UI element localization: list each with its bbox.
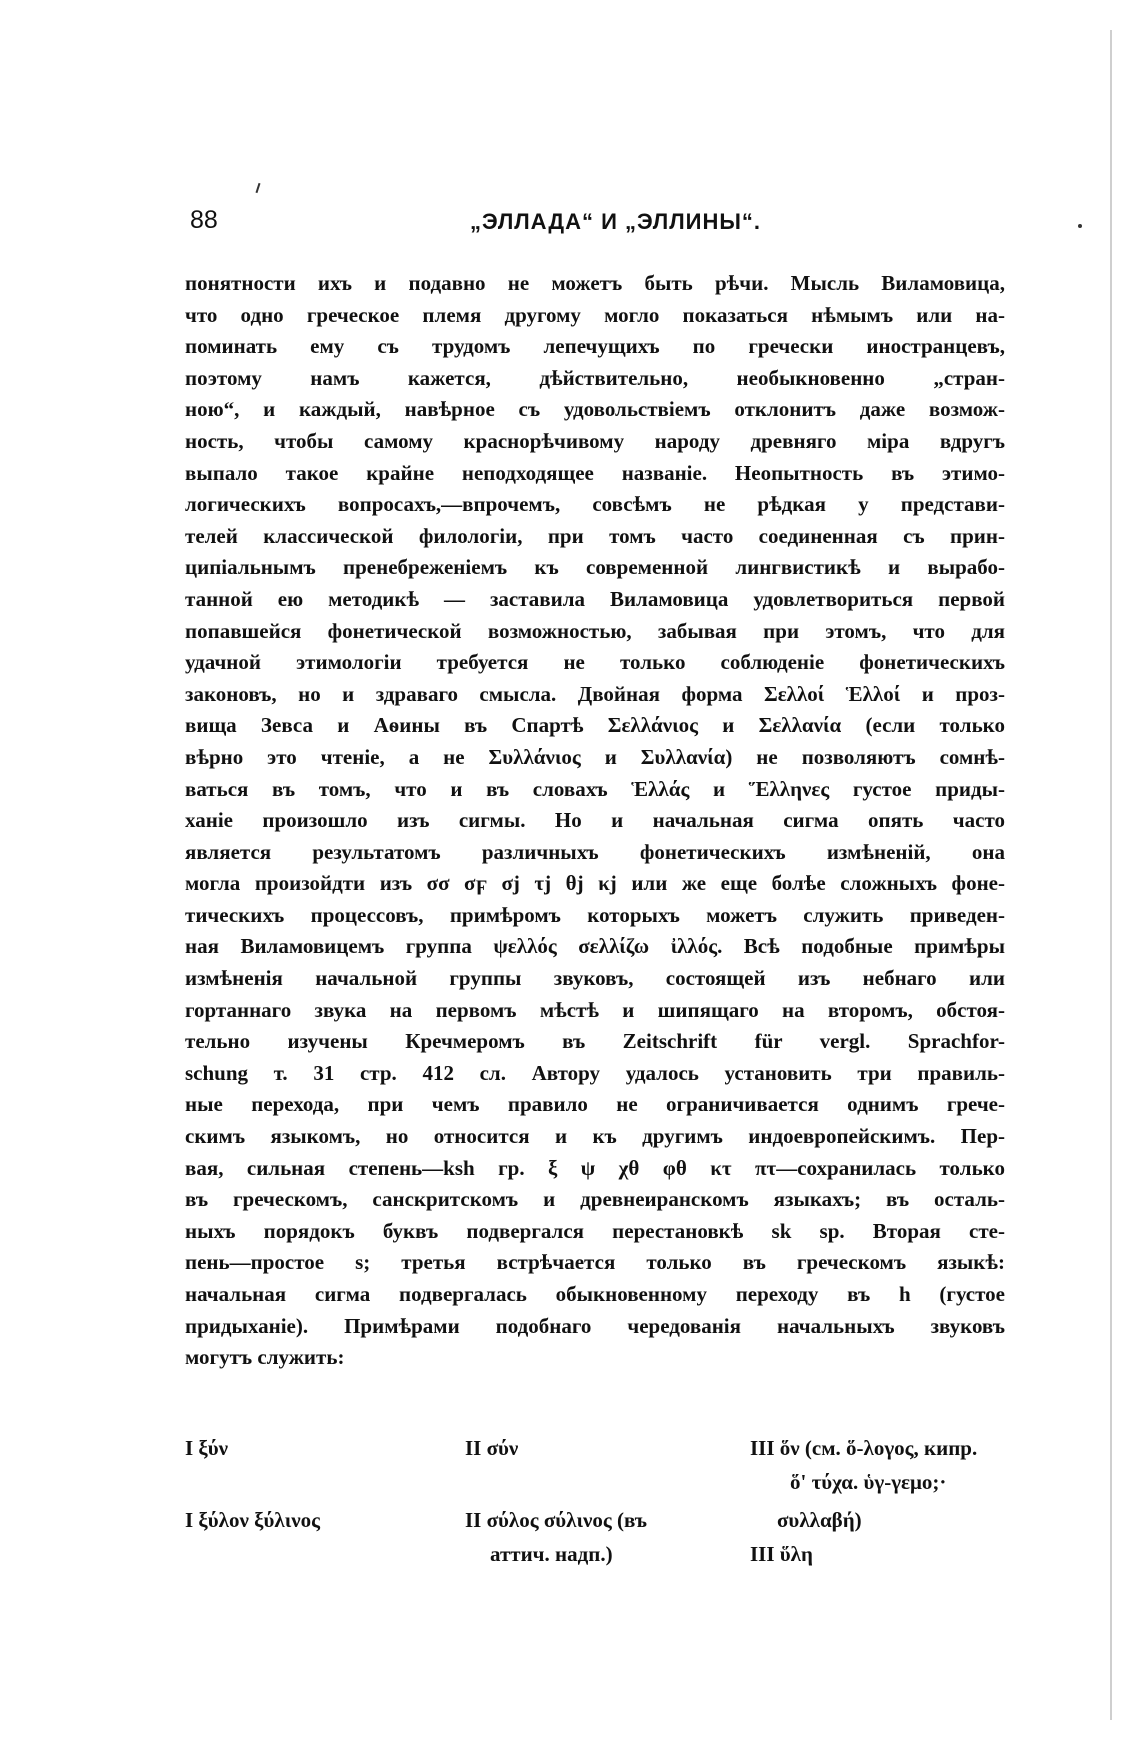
example-cell: ὅ' τύχα. ὑγ-γεμο;· [790, 1470, 947, 1494]
text-line: вища Зевса и Аѳины въ Спартѣ Σελλάνιος и Σελλανία (если только [185, 713, 1005, 738]
text-line: тическихъ процессовъ, примѣромъ которыхъ можетъ служить приведен- [185, 902, 1005, 927]
text-line: логическихъ вопросахъ,—впрочемъ, совсѣмъ не рѣдкая у представи- [185, 492, 1005, 517]
text-line: ципіальнымъ пренебреженіемъ къ современной лингвистикѣ и вырабо- [185, 555, 1005, 580]
text-line: ныхъ порядокъ буквъ подвергался перестановкѣ sk sp. Вторая сте- [185, 1218, 1005, 1243]
text-line: ность, чтобы самому краснорѣчивому народу древняго міра вдругъ [185, 428, 1005, 453]
example-cell: II σύν [465, 1436, 519, 1460]
running-title: „ЭЛЛАДА“ И „ЭЛЛИНЫ“. [470, 209, 762, 234]
example-cell: I ξύν [185, 1436, 229, 1460]
text-line: скимъ языкомъ, но относится и къ другимъ индоевропейскимъ. Пер- [185, 1124, 1005, 1149]
print-mark [256, 183, 261, 193]
text-line: въ греческомъ, санскритскомъ и древнеиранскомъ языкахъ; въ осталь- [185, 1187, 1005, 1212]
example-cell: III ὅν (см. ὅ-λογος, кипр. [750, 1436, 978, 1460]
text-line: поэтому намъ кажется, дѣйствительно, необыкновенно „стран- [185, 365, 1005, 390]
text-line: ные перехода, при чемъ правило не ограничивается однимъ грече- [185, 1092, 1005, 1117]
text-line: гортаннаго звука на первомъ мѣстѣ и шипящаго на второмъ, обстоя- [185, 997, 1005, 1022]
text-line: поминать ему съ трудомъ лепечущихъ по гречески иностранцевъ, [185, 334, 1005, 359]
text-line: ханіе произошло изъ сигмы. Но и начальная сигма опять часто [185, 808, 1005, 833]
print-speck [1078, 224, 1082, 228]
text-line: телей классической филологіи, при томъ часто соединенная съ прин- [185, 523, 1005, 548]
text-line: является результатомъ различныхъ фонетическихъ измѣненій, она [185, 839, 1005, 864]
text-line: понятности ихъ и подавно не можетъ быть рѣчи. Мысль Виламовица, [185, 271, 1005, 295]
example-cell: I ξύλον ξύλινος [185, 1508, 320, 1532]
text-line: тельно изучены Кречмеромъ въ Zeitschrift für vergl. Sprachfor- [185, 1029, 1005, 1054]
page-header [190, 205, 1010, 245]
text-line: вая, сильная степень—ksh гр. ξ ψ χθ φθ κτ πτ—сохранилась только [185, 1155, 1005, 1180]
text-line: что одно греческое племя другому могло показаться нѣмымъ или на- [185, 302, 1005, 327]
text-line: ная Виламовицемъ группа ψελλός σελλίζω ἰλλός. Всѣ подобные примѣры [185, 934, 1005, 959]
text-line: начальная сигма подвергалась обыкновенному переходу въ h (густое [185, 1282, 1005, 1306]
text-line: ваться въ томъ, что и въ словахъ Ἑλλάς и Ἕλληνες густое приды- [185, 776, 1005, 801]
example-cell: συλλαβή) [777, 1508, 862, 1532]
example-cell: аттич. надп.) [490, 1542, 613, 1566]
text-line: придыханіе). Примѣрами подобнаго чередованія начальныхъ звуковъ [185, 1313, 1005, 1338]
text-line: пень—простое s; третья встрѣчается только въ греческомъ языкѣ: [185, 1250, 1005, 1275]
text-line: schung т. 31 стр. 412 сл. Автору удалось установить три правиль- [185, 1060, 1005, 1085]
text-line: вѣрно это чтеніе, а не Συλλάνιος и Συλλανία) не позволяютъ сомнѣ- [185, 744, 1005, 769]
page-number: 88 [190, 206, 218, 234]
text-line: выпало такое крайне неподходящее названіе. Неопытность въ этимо- [185, 460, 1005, 485]
page-edge-shadow [1110, 30, 1112, 1720]
text-line: могла произойдти изъ σσ σϝ σj τj θj κj или же еще болѣе сложныхъ фоне- [185, 871, 1005, 896]
example-cell: II σύλος σύλινος (въ [465, 1508, 648, 1532]
text-line: измѣненія начальной группы звуковъ, состоящей изъ небнаго или [185, 966, 1005, 991]
text-line: ною“, и каждый, навѣрное съ удовольствіемъ отклонитъ даже возмож- [185, 397, 1005, 422]
text-line: танной ею методикѣ — заставила Виламовица удовлетвориться первой [185, 586, 1005, 611]
text-line: удачной этимологіи требуется не только соблюденіе фонетическихъ [185, 650, 1005, 675]
body-text [185, 268, 1005, 1374]
text-line: могутъ служить: [185, 1345, 345, 1370]
example-cell: III ὕλη [750, 1542, 813, 1566]
text-line: законовъ, но и здраваго смысла. Двойная форма Σελλοί Ἑλλοί и проз- [185, 681, 1005, 706]
text-line: попавшейся фонетической возможностью, забывая при этомъ, что для [185, 618, 1005, 643]
